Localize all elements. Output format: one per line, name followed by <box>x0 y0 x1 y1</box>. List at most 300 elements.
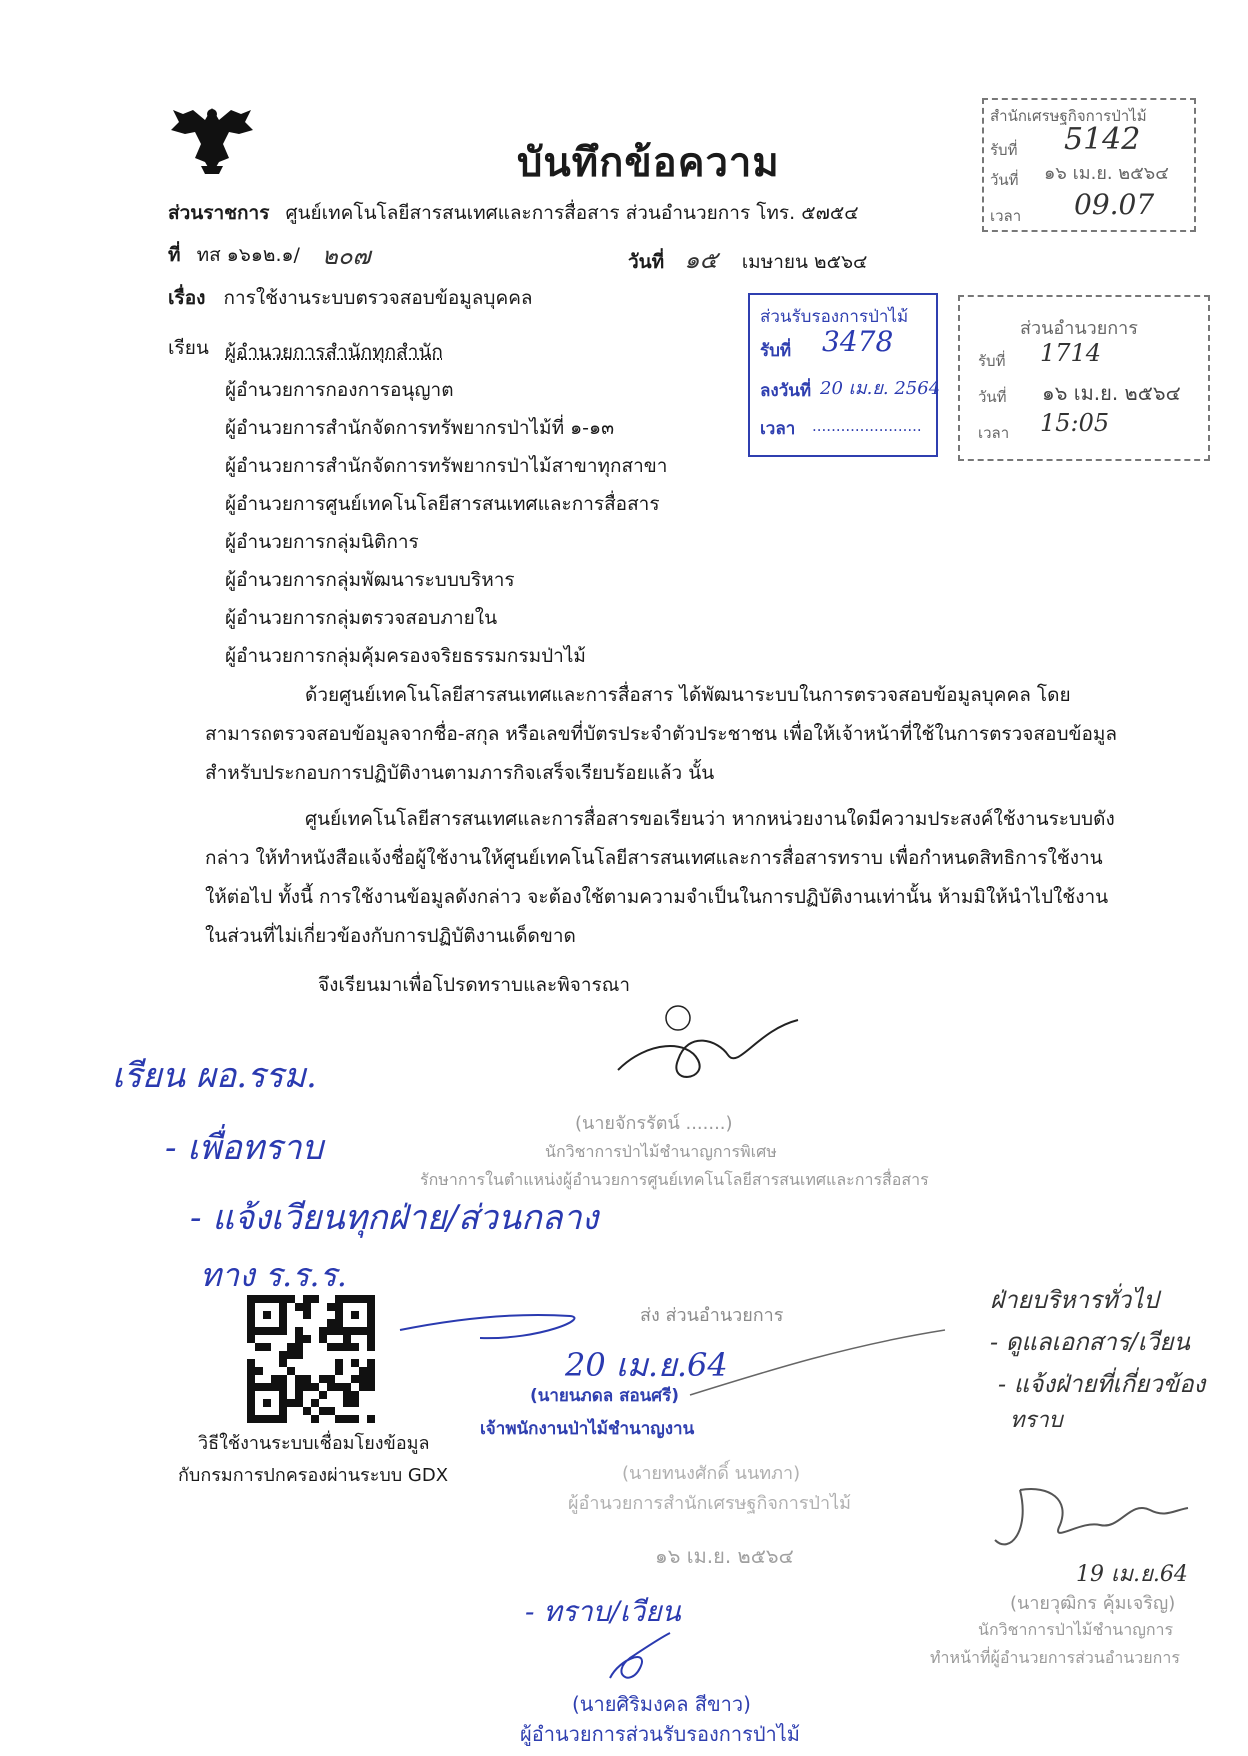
qr-module <box>279 1415 287 1423</box>
qr-module <box>319 1351 327 1359</box>
qr-module <box>263 1343 271 1351</box>
qr-module <box>351 1319 359 1327</box>
right-handwritten-line: - ดูแลเอกสาร/เวียน <box>990 1328 1190 1356</box>
stamp-econ-title: สำนักเศรษฐกิจการป่าไม้ <box>990 107 1147 125</box>
qr-module <box>327 1295 335 1303</box>
doc-number-label: ที่ <box>168 244 181 266</box>
qr-module <box>359 1359 367 1367</box>
qr-module <box>279 1295 287 1303</box>
qr-module <box>263 1407 271 1415</box>
qr-module <box>367 1327 375 1335</box>
dept-label: ส่วนราชการ <box>168 202 270 224</box>
qr-module <box>303 1343 311 1351</box>
qr-module <box>287 1311 295 1319</box>
recipient-item: ผู้อำนวยการกลุ่มคุ้มครองจริยธรรมกรมป่าไม้ <box>225 645 586 667</box>
qr-module <box>319 1415 327 1423</box>
qr-module <box>247 1327 255 1335</box>
stamp-admin-time: 15:05 <box>1040 409 1110 437</box>
qr-module <box>279 1407 287 1415</box>
qr-module <box>287 1351 295 1359</box>
qr-module <box>335 1359 343 1367</box>
qr-module <box>271 1391 279 1399</box>
qr-module <box>295 1367 303 1375</box>
routing-director-position: ผู้อำนวยการสำนักเศรษฐกิจการป่าไม้ <box>568 1493 852 1514</box>
qr-caption-2: กับกรมการปกครองผ่านระบบ GDX <box>178 1465 449 1486</box>
qr-module <box>335 1327 343 1335</box>
qr-module <box>287 1303 295 1311</box>
stamp-econ-recv-label: รับที่ <box>990 141 1018 159</box>
garuda-emblem <box>165 100 260 180</box>
right-signer-position-1: นักวิชาการป่าไม้ชำนาญการ <box>978 1620 1174 1639</box>
qr-module <box>367 1415 375 1423</box>
qr-module <box>287 1335 295 1343</box>
qr-module <box>255 1399 263 1407</box>
qr-module <box>255 1343 263 1351</box>
qr-module <box>359 1327 367 1335</box>
qr-module <box>311 1367 319 1375</box>
qr-module <box>367 1343 375 1351</box>
qr-module <box>359 1383 367 1391</box>
qr-module <box>303 1303 311 1311</box>
stamp-certify-time-label: เวลา <box>760 419 796 439</box>
signer-name: (นายจักรรัตน์ .......) <box>575 1113 733 1134</box>
qr-module <box>367 1391 375 1399</box>
qr-module <box>247 1295 255 1303</box>
qr-module <box>295 1407 303 1415</box>
qr-module <box>295 1327 303 1335</box>
qr-module <box>327 1391 335 1399</box>
qr-module <box>319 1303 327 1311</box>
qr-module <box>255 1391 263 1399</box>
qr-module <box>351 1311 359 1319</box>
qr-module <box>351 1375 359 1383</box>
qr-module <box>335 1351 343 1359</box>
qr-module <box>255 1351 263 1359</box>
right-signature <box>990 1480 1190 1560</box>
qr-module <box>367 1375 375 1383</box>
qr-module <box>271 1327 279 1335</box>
qr-module <box>279 1311 287 1319</box>
qr-module <box>263 1383 271 1391</box>
qr-module <box>303 1335 311 1343</box>
routing-send-to: ส่ง ส่วนอำนวยการ <box>640 1305 784 1326</box>
qr-module <box>359 1399 367 1407</box>
qr-module <box>351 1391 359 1399</box>
qr-module <box>279 1367 287 1375</box>
qr-module <box>247 1415 255 1423</box>
qr-module <box>287 1367 295 1375</box>
routing-staff-name: (นายนภดล สอนศรี) <box>530 1386 679 1406</box>
recipient-item: ผู้อำนวยการสำนักทุกสำนัก <box>225 341 443 363</box>
qr-module <box>311 1407 319 1415</box>
qr-module <box>343 1295 351 1303</box>
qr-module <box>295 1351 303 1359</box>
qr-module <box>343 1359 351 1367</box>
qr-module <box>335 1295 343 1303</box>
qr-module <box>343 1367 351 1375</box>
qr-module <box>247 1351 255 1359</box>
qr-module <box>335 1311 343 1319</box>
qr-module <box>343 1327 351 1335</box>
qr-module <box>327 1407 335 1415</box>
final-signer-name: (นายศิริมงคล สีขาว) <box>572 1692 751 1716</box>
qr-module <box>367 1383 375 1391</box>
qr-module <box>311 1327 319 1335</box>
qr-module <box>327 1319 335 1327</box>
qr-module <box>359 1375 367 1383</box>
routing-handwritten-date: 20 เม.ย.64 <box>565 1346 728 1384</box>
qr-module <box>303 1383 311 1391</box>
signer-position-1: นักวิชาการป่าไม้ชำนาญการพิเศษ <box>545 1142 777 1161</box>
qr-module <box>247 1367 255 1375</box>
date-line <box>628 240 867 279</box>
recipient-item: ผู้อำนวยการกลุ่มตรวจสอบภายใน <box>225 607 498 629</box>
recipient-item: ผู้อำนวยการกลุ่มพัฒนาระบบบริหาร <box>225 569 515 591</box>
qr-module <box>343 1351 351 1359</box>
qr-module <box>311 1415 319 1423</box>
date-day-handwritten: ๑๕ <box>684 246 718 274</box>
qr-module <box>359 1351 367 1359</box>
qr-module <box>263 1351 271 1359</box>
qr-module <box>343 1383 351 1391</box>
qr-module <box>351 1327 359 1335</box>
qr-module <box>255 1359 263 1367</box>
qr-module <box>295 1383 303 1391</box>
qr-module <box>271 1399 279 1407</box>
recipient-item: ผู้อำนวยการศูนย์เทคโนโลยีสารสนเทศและการสื่อสาร <box>225 493 660 515</box>
right-handwritten-line: ฝ่ายบริหารทั่วไป <box>990 1286 1159 1314</box>
qr-module <box>327 1415 335 1423</box>
qr-module <box>279 1327 287 1335</box>
qr-module <box>335 1367 343 1375</box>
qr-module <box>271 1367 279 1375</box>
stamp-admin-recv-no: 1714 <box>1040 339 1102 367</box>
qr-module <box>271 1311 279 1319</box>
qr-module <box>287 1391 295 1399</box>
qr-module <box>359 1391 367 1399</box>
dept-line <box>168 198 859 228</box>
qr-module <box>367 1407 375 1415</box>
routing-staff-position: เจ้าพนักงานป่าไม้ชำนาญงาน <box>480 1419 695 1439</box>
qr-module <box>247 1399 255 1407</box>
qr-module <box>335 1343 343 1351</box>
qr-module <box>271 1375 279 1383</box>
qr-module <box>319 1375 327 1383</box>
qr-module <box>279 1391 287 1399</box>
dept-text: ศูนย์เทคโนโลยีสารสนเทศและการสื่อสาร ส่วนอำนวยการ โทร. ๕๗๕๔ <box>285 202 859 224</box>
recipient-list <box>225 333 667 675</box>
qr-module <box>367 1367 375 1375</box>
stamp-admin-date-label: วันที่ <box>978 388 1007 406</box>
handwritten-note-line: - เพื่อทราบ <box>165 1128 324 1168</box>
signer-position-2: รักษาการในตำแหน่งผู้อำนวยการศูนย์เทคโนโลยีสารสนเทศและการสื่อสาร <box>420 1170 929 1189</box>
qr-module <box>367 1295 375 1303</box>
body-paragraph-1: ด้วยศูนย์เทคโนโลยีสารสนเทศและการสื่อสาร ได้พัฒนาระบบในการตรวจสอบข้อมูลบุคคล โดยสามารถตรวจสอบข้อมูลจากชื่อ-สกุล หรือเลขที่บัตรประจำตัวประชาชน เพื่อให้เจ้าหน้าที่ใช้ในการตรวจสอบข้อมูล สำหรับประกอบการปฏิบัติงานตามภารกิจเสร็จเรียบร้อยแล้ว นั้น <box>205 684 1118 784</box>
qr-module <box>351 1407 359 1415</box>
qr-module <box>303 1399 311 1407</box>
qr-module <box>287 1383 295 1391</box>
qr-module <box>287 1359 295 1367</box>
right-handwritten-line: ทราบ <box>1010 1408 1063 1433</box>
qr-module <box>279 1343 287 1351</box>
qr-module <box>303 1407 311 1415</box>
qr-code <box>247 1295 375 1423</box>
qr-module <box>335 1415 343 1423</box>
qr-module <box>327 1343 335 1351</box>
qr-module <box>295 1415 303 1423</box>
qr-module <box>295 1375 303 1383</box>
recipient-item: ผู้อำนวยการกองการอนุญาต <box>225 379 454 401</box>
qr-module <box>327 1303 335 1311</box>
stamp-econ-office <box>982 98 1196 232</box>
qr-module <box>279 1383 287 1391</box>
qr-module <box>343 1399 351 1407</box>
qr-module <box>319 1311 327 1319</box>
stamp-admin-time-label: เวลา <box>978 424 1010 442</box>
doc-number-handwritten: ๒๐๗ <box>322 242 371 270</box>
qr-module <box>311 1303 319 1311</box>
qr-module <box>279 1399 287 1407</box>
qr-module <box>303 1351 311 1359</box>
qr-module <box>311 1351 319 1359</box>
qr-module <box>247 1311 255 1319</box>
qr-module <box>303 1311 311 1319</box>
qr-module <box>335 1407 343 1415</box>
qr-module <box>247 1303 255 1311</box>
right-signer-name: (นายวุฒิกร คุ้มเจริญ) <box>1010 1593 1176 1614</box>
recipient-item: ผู้อำนวยการสำนักจัดการทรัพยากรป่าไม้ที่ ๑-๑๓ <box>225 417 615 439</box>
qr-module <box>279 1319 287 1327</box>
signer-signature <box>608 1000 808 1090</box>
qr-module <box>311 1343 319 1351</box>
qr-module <box>255 1319 263 1327</box>
qr-module <box>311 1311 319 1319</box>
qr-module <box>279 1303 287 1311</box>
qr-module <box>343 1415 351 1423</box>
qr-module <box>327 1359 335 1367</box>
routing-director-date: ๑๖ เม.ย. ๒๕๖๔ <box>655 1544 794 1568</box>
qr-module <box>319 1367 327 1375</box>
qr-module <box>271 1407 279 1415</box>
stamp-econ-date-label: วันที่ <box>990 171 1019 189</box>
qr-module <box>255 1295 263 1303</box>
qr-module <box>319 1359 327 1367</box>
qr-module <box>319 1383 327 1391</box>
recipient-item: ผู้อำนวยการกลุ่มนิติการ <box>225 531 419 553</box>
qr-module <box>303 1327 311 1335</box>
handwritten-note-line: เรียน ผอ.รรม. <box>112 1056 317 1096</box>
qr-module <box>255 1303 263 1311</box>
qr-module <box>287 1319 295 1327</box>
qr-module <box>359 1311 367 1319</box>
qr-module <box>303 1375 311 1383</box>
doc-number-text: ทส ๑๖๑๒.๑/ <box>196 244 300 266</box>
qr-module <box>335 1335 343 1343</box>
qr-module <box>263 1311 271 1319</box>
qr-module <box>303 1295 311 1303</box>
qr-module <box>319 1407 327 1415</box>
qr-module <box>367 1303 375 1311</box>
qr-module <box>359 1303 367 1311</box>
qr-caption-1: วิธีใช้งานระบบเชื่อมโยงข้อมูล <box>198 1433 430 1454</box>
qr-module <box>271 1383 279 1391</box>
qr-module <box>279 1351 287 1359</box>
stamp-admin-title: ส่วนอำนวยการ <box>1020 318 1138 339</box>
qr-module <box>263 1391 271 1399</box>
subject-label: เรื่อง <box>168 287 206 309</box>
qr-module <box>295 1359 303 1367</box>
qr-module <box>351 1343 359 1351</box>
qr-module <box>295 1335 303 1343</box>
qr-module <box>295 1343 303 1351</box>
qr-module <box>351 1359 359 1367</box>
qr-module <box>359 1343 367 1351</box>
qr-module <box>303 1367 311 1375</box>
final-signature <box>600 1628 680 1688</box>
routing-handwritten-note: - ทราบ/เวียน <box>525 1595 681 1628</box>
qr-module <box>327 1335 335 1343</box>
qr-module <box>263 1319 271 1327</box>
qr-module <box>367 1311 375 1319</box>
qr-module <box>279 1375 287 1383</box>
qr-module <box>247 1375 255 1383</box>
qr-module <box>255 1375 263 1383</box>
stamp-econ-date: ๑๖ เม.ย. ๒๕๖๔ <box>1044 163 1169 184</box>
stamp-econ-time-label: เวลา <box>990 207 1022 225</box>
qr-module <box>255 1407 263 1415</box>
qr-module <box>303 1415 311 1423</box>
qr-module <box>263 1327 271 1335</box>
qr-module <box>327 1311 335 1319</box>
qr-module <box>343 1343 351 1351</box>
qr-module <box>367 1351 375 1359</box>
recipient-item: ผู้อำนวยการสำนักจัดการทรัพยากรป่าไม้สาขาทุกสาขา <box>225 455 668 477</box>
qr-module <box>327 1327 335 1335</box>
qr-module <box>311 1295 319 1303</box>
qr-module <box>367 1399 375 1407</box>
date-text: เมษายน ๒๕๖๔ <box>741 251 868 273</box>
qr-module <box>271 1335 279 1343</box>
qr-module <box>359 1367 367 1375</box>
qr-module <box>327 1399 335 1407</box>
qr-module <box>319 1295 327 1303</box>
qr-module <box>351 1295 359 1303</box>
doc-number-line <box>168 240 300 270</box>
qr-module <box>263 1399 271 1407</box>
subject-text: การใช้งานระบบตรวจสอบข้อมูลบุคคล <box>223 287 533 309</box>
qr-module <box>327 1375 335 1383</box>
qr-module <box>311 1399 319 1407</box>
qr-module <box>343 1319 351 1327</box>
qr-module <box>343 1335 351 1343</box>
qr-module <box>263 1415 271 1423</box>
stamp-certify-division <box>748 293 941 457</box>
qr-module <box>319 1343 327 1351</box>
handwritten-note-line: - แจ้งเวียนทุกฝ่าย/ส่วนกลาง <box>190 1198 599 1238</box>
qr-module <box>335 1319 343 1327</box>
qr-module <box>351 1415 359 1423</box>
qr-module <box>311 1391 319 1399</box>
qr-module <box>247 1407 255 1415</box>
qr-module <box>255 1415 263 1423</box>
qr-module <box>287 1295 295 1303</box>
qr-module <box>367 1359 375 1367</box>
qr-module <box>247 1335 255 1343</box>
body-paragraph-2: ศูนย์เทคโนโลยีสารสนเทศและการสื่อสารขอเรียนว่า หากหน่วยงานใดมีความประสงค์ใช้งานระบบดังกล่าว ให้ทำหนังสือแจ้งชื่อผู้ใช้งานให้ศูนย์เทคโนโลยีสารสนเทศและการสื่อสารทราบ เพื่อกำหนดสิทธิการใช้งานให้ต่อไป ทั้งนี้ การใช้งานข้อมูลดังกล่าว จะต้องใช้ตามความจำเป็นในการปฏิบัติงานเท่านั้น ห้ามมิให้นำไปใช้งานในส่วนที่ไม่เกี่ยวข้องกับการปฏิบัติงานเด็ดขาด <box>205 808 1115 947</box>
qr-module <box>247 1391 255 1399</box>
qr-module <box>271 1359 279 1367</box>
qr-module <box>295 1295 303 1303</box>
qr-module <box>335 1303 343 1311</box>
qr-module <box>359 1295 367 1303</box>
qr-module <box>319 1335 327 1343</box>
qr-module <box>335 1399 343 1407</box>
subject-line <box>168 283 533 313</box>
qr-module <box>247 1383 255 1391</box>
qr-module <box>359 1407 367 1415</box>
date-label: วันที่ <box>628 251 665 273</box>
qr-module <box>263 1359 271 1367</box>
qr-module <box>271 1415 279 1423</box>
qr-module <box>295 1303 303 1311</box>
qr-module <box>343 1391 351 1399</box>
qr-module <box>287 1415 295 1423</box>
qr-module <box>295 1399 303 1407</box>
qr-module <box>311 1375 319 1383</box>
stamp-certify-date-label: ลงวันที่ <box>760 381 812 401</box>
qr-module <box>327 1351 335 1359</box>
qr-module <box>311 1383 319 1391</box>
qr-module <box>255 1327 263 1335</box>
stamp-certify-recv-label: รับที่ <box>760 341 792 361</box>
qr-module <box>351 1335 359 1343</box>
qr-module <box>279 1335 287 1343</box>
qr-module <box>359 1319 367 1327</box>
stamp-econ-recv-no: 5142 <box>1064 122 1141 157</box>
qr-module <box>319 1327 327 1335</box>
qr-module <box>343 1303 351 1311</box>
stamp-certify-recv-no: 3478 <box>822 325 894 358</box>
qr-module <box>335 1391 343 1399</box>
qr-module <box>271 1295 279 1303</box>
qr-module <box>351 1367 359 1375</box>
stamp-certify-date: 20 เม.ย. 2564 <box>820 378 941 399</box>
qr-module <box>271 1303 279 1311</box>
qr-module <box>295 1311 303 1319</box>
qr-module <box>263 1335 271 1343</box>
qr-module <box>287 1343 295 1351</box>
stamp-certify-title: ส่วนรับรองการป่าไม้ <box>760 307 909 327</box>
qr-module <box>359 1415 367 1423</box>
qr-module <box>327 1383 335 1391</box>
stamp-admin-date: ๑๖ เม.ย. ๒๕๖๔ <box>1042 381 1181 405</box>
qr-module <box>311 1335 319 1343</box>
qr-module <box>351 1351 359 1359</box>
qr-module <box>351 1383 359 1391</box>
handwritten-note-line: ทาง ร.ร.ร. <box>200 1256 347 1294</box>
qr-module <box>303 1391 311 1399</box>
qr-module <box>295 1391 303 1399</box>
qr-module <box>263 1303 271 1311</box>
qr-module <box>255 1383 263 1391</box>
qr-module <box>247 1343 255 1351</box>
qr-module <box>327 1367 335 1375</box>
qr-module <box>367 1319 375 1327</box>
qr-module <box>319 1319 327 1327</box>
closing-line: จึงเรียนมาเพื่อโปรดทราบและพิจารณา <box>318 974 631 996</box>
qr-module <box>343 1311 351 1319</box>
stamp-certify-time-dots: ....................... <box>812 417 922 435</box>
